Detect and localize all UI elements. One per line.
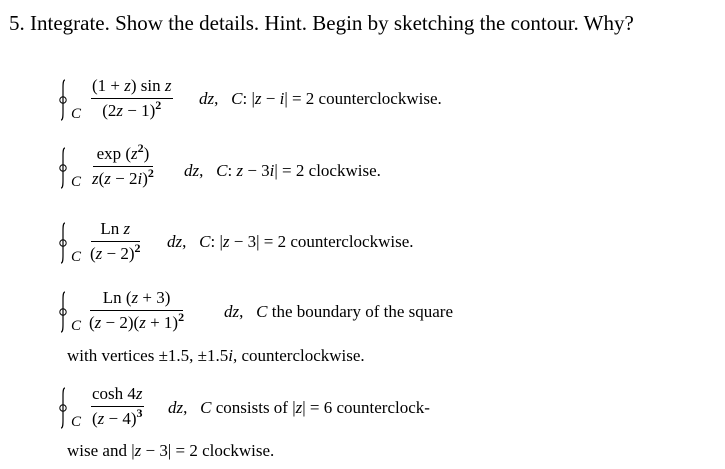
integrand-fraction bbox=[90, 219, 141, 264]
contour-description: dz, C the boundary of the square bbox=[224, 302, 453, 321]
contour-integral-icon bbox=[58, 290, 68, 334]
numerator: Ln z bbox=[100, 219, 131, 238]
contour-integral-icon bbox=[58, 221, 68, 265]
contour-description: dz, C consists of |z| = 6 counterclock- bbox=[168, 398, 430, 417]
numerator: $\exp (z^2)$ bbox=[96, 141, 150, 163]
integrand-fraction bbox=[92, 141, 154, 189]
denominator: $(2z - 1)^2$ bbox=[102, 98, 162, 120]
contour-label: C bbox=[71, 106, 82, 122]
denominator: $z(z - 2i)^2$ bbox=[92, 166, 154, 188]
numerator: cosh 4z bbox=[92, 384, 143, 403]
denominator: $(z - 4)^3$ bbox=[92, 406, 143, 428]
numerator: (1 + z) sin z bbox=[92, 76, 172, 95]
integrand-fraction bbox=[90, 76, 174, 121]
integral-5-continuation: wise and |z − 3| = 2 clockwise. bbox=[67, 441, 275, 460]
contour-integral-icon bbox=[58, 146, 68, 190]
contour-label: C bbox=[71, 414, 82, 430]
integrand-fraction bbox=[90, 384, 145, 429]
contour-description: dz, C: z − 3i| = 2 clockwise. bbox=[184, 161, 381, 180]
numerator: Ln (z + 3) bbox=[102, 288, 171, 307]
denominator: $(z - 2)(z + 1)^2$ bbox=[89, 310, 185, 332]
integral-4-continuation: with vertices ±1.5, ±1.5i, counterclockwise. bbox=[67, 346, 365, 365]
denominator: $(z - 2)^2$ bbox=[90, 241, 141, 263]
integrand-fraction bbox=[89, 288, 184, 333]
contour-description: dz, C: |z − 3| = 2 counterclockwise. bbox=[167, 232, 414, 251]
contour-description: dz, C: |z − i| = 2 counterclockwise. bbox=[199, 89, 442, 108]
problem-heading: 5. Integrate. Show the details. Hint. Begin by sketching the contour. Why? bbox=[9, 11, 634, 35]
contour-integral-icon bbox=[58, 386, 68, 430]
contour-integral-icon bbox=[58, 78, 68, 122]
contour-label: C bbox=[71, 318, 82, 334]
contour-label: C bbox=[71, 174, 82, 190]
contour-label: C bbox=[71, 249, 82, 265]
